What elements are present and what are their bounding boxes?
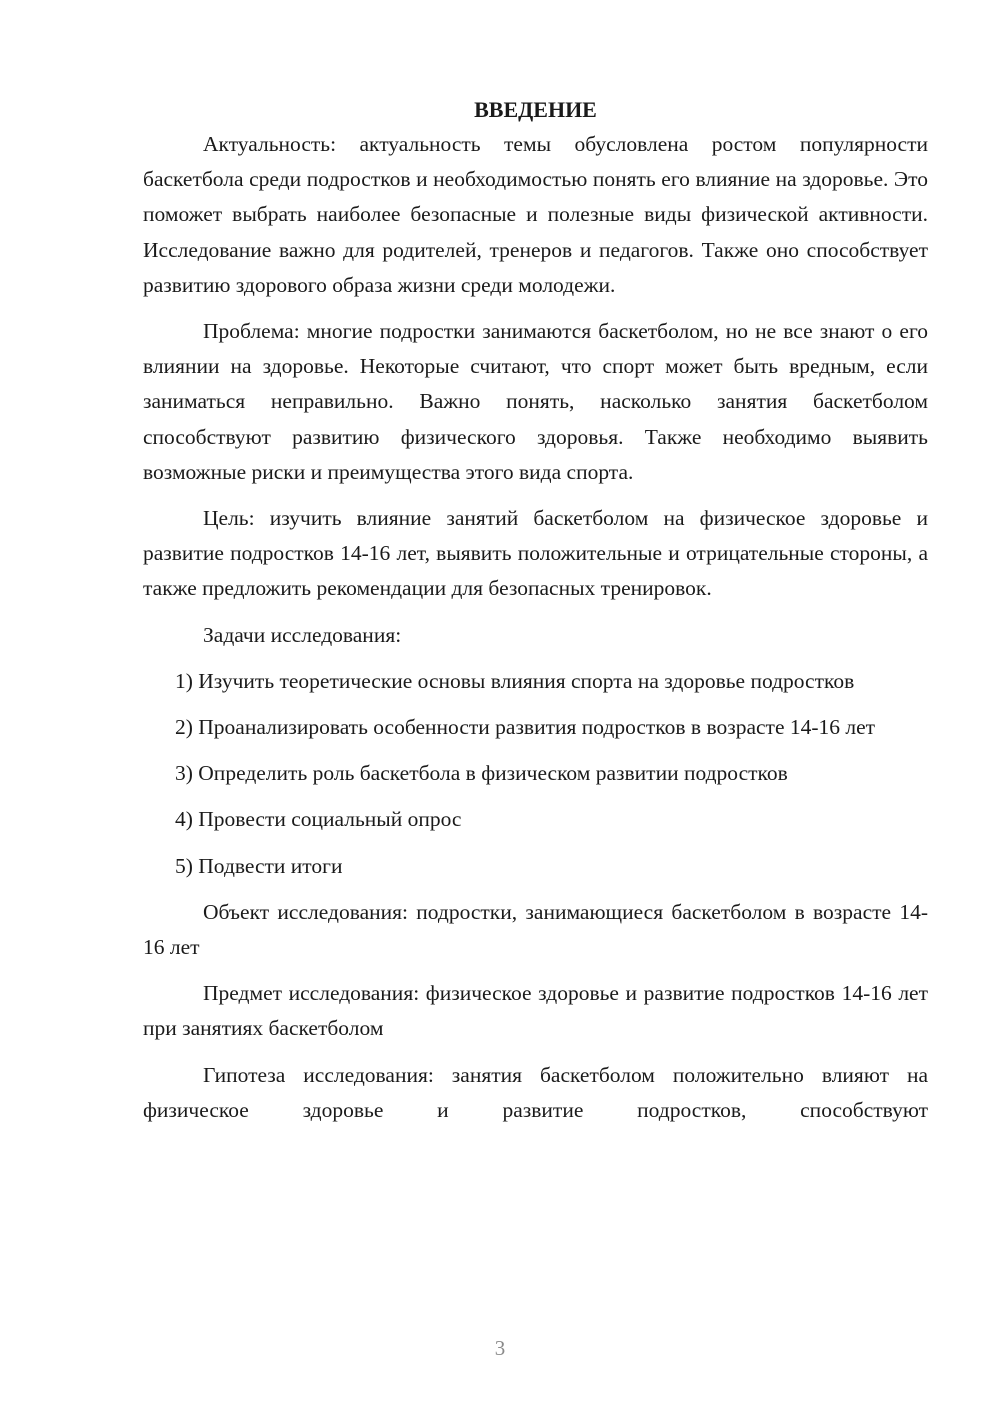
section-title: ВВЕДЕНИЕ [474, 97, 597, 122]
paragraph-hypothesis: Гипотеза исследования: занятия баскетболом положительно влияют на физическое здоровье и развитие подростков, способствуют [143, 1062, 928, 1122]
document-page [143, 92, 928, 1128]
paragraph-goal: Цель: изучить влияние занятий баскетболом на физическое здоровье и развитие подростков 14-16 лет, выявить положительные и отрицательные стороны, а также предложить рекомендации для безопасных тренировок. [143, 506, 928, 601]
paragraph-relevance: Актуальность: актуальность темы обусловлена ростом популярности баскетбола среди подростков и необходимостью понять его влияние на здоровье. Это поможет выбрать наиболее безопасные и полезные виды физической активности. Исследование важно для родителей, тренеров и педагогов. Также оно способствует развитию здорового образа жизни среди молодежи. [143, 132, 928, 297]
paragraph-object: Объект исследования: подростки, занимающиеся баскетболом в возрасте 14-16 лет [143, 899, 928, 960]
task-item-2: 2) Проанализировать особенности развития подростков в возрасте 14-16 лет [175, 715, 876, 740]
task-item-3: 3) Определить роль баскетбола в физическом развитии подростков [175, 761, 788, 786]
task-item-4: 4) Провести социальный опрос [175, 807, 462, 832]
paragraph-subject: Предмет исследования: физическое здоровье и развитие подростков 14-16 лет при занятиях баскетболом [143, 981, 928, 1041]
page-number: 3 [494, 1336, 506, 1360]
task-item-1: 1) Изучить теоретические основы влияния спорта на здоровье подростков [175, 668, 855, 693]
task-item-5: 5) Подвести итоги [175, 853, 343, 878]
tasks-heading: Задачи исследования: [203, 622, 402, 647]
paragraph-problem: Проблема: многие подростки занимаются баскетболом, но не все знают о его влиянии на здоровье. Некоторые считают, что спорт может быть вредным, если заниматься неправильно. Важно понять, насколько занятия баскетболом способствуют развитию физического здоровья. Также необходимо выявить возможные риски и преимущества этого вида спорта. [143, 319, 928, 484]
